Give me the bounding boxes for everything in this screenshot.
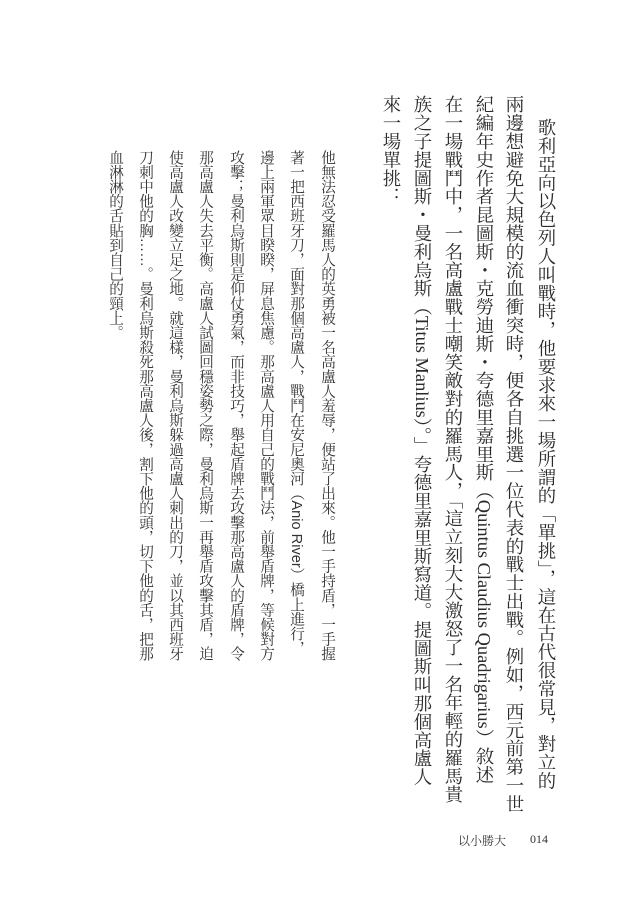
paragraph-line: 在一場戰鬥中，一名高盧戰士嘲笑敵對的羅馬人，「這立刻大大激怒了一名年輕的羅馬貴 bbox=[443, 95, 463, 804]
page-number: 014 bbox=[530, 832, 548, 846]
quote-line: 攻擊；曼利烏斯則是仰仗勇氣，而非技巧，舉起盾牌去攻擊那高盧人的盾牌，令 bbox=[228, 150, 244, 661]
quote-line: 血淋淋的舌貼到自己的頸上。 bbox=[107, 150, 123, 340]
quote-line: 刀刺中他的胸……。曼利烏斯殺死那高盧人後，割下他的頭，切下他的舌，把那 bbox=[137, 150, 153, 661]
quote-line: 邊上兩軍眾目睽睽，屏息焦慮。那高盧人用自己的戰鬥法，前舉盾牌，等候對方 bbox=[258, 150, 274, 661]
paragraph-line: 族之子提圖斯・曼利烏斯（Titus Manlius）。」夸德里嘉里斯寫道。提圖斯叫那個高盧人 bbox=[412, 95, 432, 786]
paragraph-line: 兩邊想避免大規模的流血衝突時，便各自挑選一位代表的戰士出戰。例如，西元前第一世 bbox=[504, 95, 524, 813]
quote-line: 使高盧人改變立足之地。就這樣，曼利烏斯躲過高盧人刺出的刀，並以其西班牙 bbox=[167, 150, 183, 661]
running-chapter-title: 以小勝大 bbox=[458, 834, 507, 848]
paragraph-line: 歌利亞向以色列人叫戰時，他要求來一場所謂的「單挑」，這在古代很常見，對立的 bbox=[536, 118, 556, 790]
paragraph-line: 來一場單挑： bbox=[381, 95, 401, 206]
quote-line: 著一把西班牙刀，面對那個高盧人，戰鬥在安尼奧河（Anio River）橋上進行， bbox=[288, 150, 304, 656]
quote-line: 那高盧人失去平衡。高盧人試圖回穩姿勢之際，曼利烏斯一再舉盾攻擊其盾，迫 bbox=[197, 150, 213, 661]
quote-line: 他無法忍受羅馬人的英勇被一名高盧人羞辱，便站了出來。他一手持盾，一手握 bbox=[319, 150, 335, 661]
paragraph-line: 紀編年史作者昆圖斯・克勞迪斯・夸德里嘉里斯（Quintus Claudius Quadrigarius）敘述 bbox=[474, 95, 494, 784]
